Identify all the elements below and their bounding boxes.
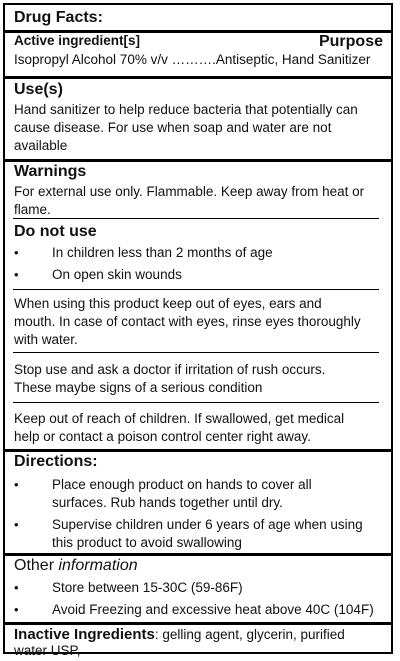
divider <box>13 218 379 219</box>
uses-line: cause disease. For use when soap and water are not <box>14 120 332 135</box>
divider <box>5 622 391 625</box>
active-ingredient-heading: Active ingredient[s] <box>14 33 141 48</box>
purpose-heading: Purpose <box>318 33 383 50</box>
drug-facts-panel <box>3 3 393 658</box>
bullet: • <box>14 580 19 595</box>
directions-heading: Directions: <box>14 453 98 470</box>
directions-item-line: this product to avoid swallowing <box>52 535 242 550</box>
inactive-ingredients-text: : gelling agent, glycerin, purified <box>154 627 345 642</box>
other-information-item: Store between 15-30C (59-86F) <box>52 580 243 595</box>
divider <box>5 449 391 452</box>
stop-use-line: These maybe signs of a serious condition <box>14 380 263 395</box>
directions-item-line: Supervise children under 6 years of age when using <box>52 517 363 532</box>
divider <box>13 402 379 403</box>
other-information-item: Avoid Freezing and excessive heat above 40C (104F) <box>52 602 374 617</box>
warnings-heading: Warnings <box>14 163 87 180</box>
warnings-line: For external use only. Flammable. Keep away from heat or <box>14 184 365 199</box>
other-information-heading-plain: Other <box>14 557 59 574</box>
directions-item-line: surfaces. Rub hands together until dry. <box>52 495 283 510</box>
uses-line: Hand sanitizer to help reduce bacteria that potentially can <box>14 102 358 117</box>
inactive-ingredients-heading: Inactive Ingredients <box>14 626 155 643</box>
divider <box>5 159 391 162</box>
inactive-ingredients-text-line2: water USP, <box>14 643 81 658</box>
bullet: • <box>14 517 19 532</box>
divider <box>13 289 379 290</box>
divider <box>5 553 391 556</box>
when-using-line: with water. <box>14 332 78 347</box>
divider <box>5 76 391 79</box>
stop-use-line: Stop use and ask a doctor if irritation of rush occurs. <box>14 362 326 377</box>
warnings-line: flame. <box>14 202 51 217</box>
uses-heading: Use(s) <box>14 81 63 98</box>
other-information-heading <box>14 557 138 575</box>
do-not-use-heading: Do not use <box>14 223 97 240</box>
keep-out-line: help or contact a poison control center right away. <box>14 429 311 444</box>
other-information-heading-italic: information <box>58 557 138 574</box>
bullet: • <box>14 602 19 617</box>
bullet: • <box>14 245 19 260</box>
drug-facts-title: Drug Facts: <box>14 9 103 26</box>
bullet: • <box>14 267 19 282</box>
when-using-line: When using this product keep out of eyes, ears and <box>14 296 322 311</box>
when-using-line: mouth. In case of contact with eyes, rinse eyes thoroughly <box>14 314 361 329</box>
divider <box>13 352 379 353</box>
bullet: • <box>14 477 19 492</box>
uses-line: available <box>14 138 68 153</box>
do-not-use-item: On open skin wounds <box>52 267 182 282</box>
do-not-use-item: In children less than 2 months of age <box>52 245 273 260</box>
inactive-ingredients-line <box>14 626 345 643</box>
keep-out-line: Keep out of reach of children. If swallowed, get medical <box>14 411 345 426</box>
active-ingredient-line: Isopropyl Alcohol 70% v/v ……….Antiseptic, Hand Sanitizer <box>14 52 371 67</box>
directions-item-line: Place enough product on hands to cover all <box>52 477 312 492</box>
